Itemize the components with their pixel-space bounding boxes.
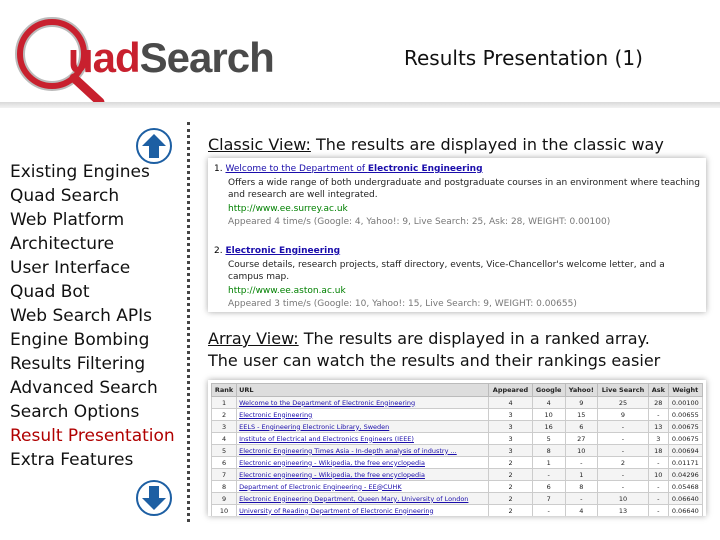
table-row: [212, 397, 703, 409]
table-cell: 2: [489, 457, 532, 469]
sidebar-item-result-presentation[interactable]: Result Presentation: [10, 426, 175, 446]
table-cell: 0.06640: [668, 493, 702, 505]
slide-header: [0, 0, 720, 108]
table-cell-url-link[interactable]: EELS - Engineering Electronic Library, Sweden: [237, 421, 489, 433]
col-yahoo[interactable]: Yahoo!: [565, 384, 597, 397]
table-cell: 0.00100: [668, 397, 702, 409]
table-cell: -: [649, 409, 669, 421]
previous-slide-button[interactable]: [136, 128, 172, 164]
result-meta: Appeared 3 time/s (Google: 10, Yahoo!: 15, Live Search: 9, WEIGHT: 0.00655): [228, 299, 577, 309]
table-cell: 3: [489, 421, 532, 433]
table-cell: 2: [489, 505, 532, 517]
header-band: [0, 102, 720, 108]
table-cell: 6: [532, 481, 565, 493]
table-cell: 1: [532, 457, 565, 469]
table-cell-url-link[interactable]: Electronic Engineering Times Asia - In-depth analysis of industry ...: [237, 445, 489, 457]
table-header-row: [212, 384, 703, 397]
table-cell: 28: [649, 397, 669, 409]
table-cell: 3: [489, 409, 532, 421]
table-cell: 3: [212, 421, 237, 433]
table-cell: 0.01171: [668, 457, 702, 469]
table-row: [212, 421, 703, 433]
table-cell: 4: [532, 397, 565, 409]
col-live-search[interactable]: Live Search: [597, 384, 648, 397]
table-cell: 10: [532, 409, 565, 421]
table-cell: 7: [212, 469, 237, 481]
table-cell: 9: [212, 493, 237, 505]
table-row: [212, 457, 703, 469]
quadsearch-logo: [10, 14, 274, 106]
result-description: Offers a wide range of both undergraduate and postgraduate courses in an environment where teaching and research are well integrated.: [228, 178, 700, 200]
table-cell: 10: [597, 493, 648, 505]
col-google[interactable]: Google: [532, 384, 565, 397]
result-url[interactable]: http://www.ee.aston.ac.uk: [228, 286, 346, 296]
col-url[interactable]: URL: [237, 384, 489, 397]
table-cell: -: [649, 457, 669, 469]
table-cell: 0.00675: [668, 421, 702, 433]
table-cell: -: [649, 493, 669, 505]
table-cell: 10: [565, 445, 597, 457]
page-title: Results Presentation (1): [404, 46, 643, 70]
result-item-1: 1. Welcome to the Department of Electronic Engineering Offers a wide range of both undergraduate and postgraduate courses in an environment where teaching and research are well integrated. http://www.ee.surrey.ac.uk Appeared 4 time/s (Google: 4, Yahoo!: 9, Live Search: 25, Ask: 28, WEIGHT: 0.00100): [214, 164, 700, 227]
table-cell-url-link[interactable]: Electronic Engineering Department, Queen Mary, University of London: [237, 493, 489, 505]
table-cell: 8: [532, 445, 565, 457]
col-ask[interactable]: Ask: [649, 384, 669, 397]
table-cell-url-link[interactable]: Department of Electronic Engineering - EE@CUHK: [237, 481, 489, 493]
table-cell: 2: [489, 469, 532, 481]
table-cell: 8: [212, 481, 237, 493]
table-cell: 0.05468: [668, 481, 702, 493]
table-cell: 7: [532, 493, 565, 505]
table-cell: 2: [489, 481, 532, 493]
table-cell: -: [597, 421, 648, 433]
table-cell: 4: [489, 397, 532, 409]
table-cell: -: [649, 481, 669, 493]
sidebar-item-quad-search[interactable]: Quad Search: [10, 186, 120, 206]
table-cell: 13: [649, 421, 669, 433]
col-appeared[interactable]: Appeared: [489, 384, 532, 397]
table-cell: -: [649, 505, 669, 517]
sidebar-item-engine-bombing[interactable]: Engine Bombing: [10, 330, 150, 350]
table-cell: 6: [565, 421, 597, 433]
table-cell: 18: [649, 445, 669, 457]
table-row: [212, 505, 703, 517]
table-cell: 6: [212, 457, 237, 469]
result-description: Course details, research projects, staff directory, events, Vice-Chancellor's welcome letter, and a campus map.: [228, 260, 665, 282]
table-cell-url-link[interactable]: University of Reading Department of Electronic Engineering: [237, 505, 489, 517]
table-row: [212, 493, 703, 505]
result-item-2: 2. Electronic Engineering Course details, research projects, staff directory, events, Vice-Chancellor's welcome letter, and a campus map. http://www.ee.aston.ac.uk Appeared 3 time/s (Google: 10, Yahoo!: 15, Live Search: 9, WEIGHT: 0.00655): [214, 246, 700, 309]
table-cell: 1: [565, 469, 597, 481]
sidebar-item-results-filtering[interactable]: Results Filtering: [10, 354, 146, 374]
table-cell: 0.00655: [668, 409, 702, 421]
table-cell: 4: [212, 433, 237, 445]
table-cell: 0.04296: [668, 469, 702, 481]
table-row: [212, 445, 703, 457]
table-cell: -: [565, 493, 597, 505]
table-cell: 0.00675: [668, 433, 702, 445]
table-cell: 0.06640: [668, 505, 702, 517]
ranked-results-table: [211, 383, 703, 516]
table-row: [212, 481, 703, 493]
sidebar-item-advanced-search[interactable]: Advanced Search: [10, 378, 158, 398]
table-row: [212, 409, 703, 421]
result-title-link[interactable]: Electronic Engineering: [225, 246, 341, 256]
table-cell: 25: [597, 397, 648, 409]
result-title-link[interactable]: Welcome to the Department of Electronic Engineering: [225, 164, 483, 174]
next-slide-button[interactable]: [136, 480, 172, 516]
table-cell: 2: [489, 493, 532, 505]
table-cell: 4: [565, 505, 597, 517]
table-cell: 3: [489, 445, 532, 457]
sidebar-item-architecture[interactable]: Architecture: [10, 234, 115, 254]
logo-wordmark: uadSearch: [68, 34, 274, 81]
array-view-heading: Array View: The results are displayed in a ranked array. The user can watch the results and their rankings easier: [208, 329, 661, 370]
table-cell: 0.00694: [668, 445, 702, 457]
table-cell: 3: [489, 433, 532, 445]
table-cell: 9: [597, 409, 648, 421]
table-cell: -: [532, 505, 565, 517]
table-cell: -: [597, 469, 648, 481]
result-meta: Appeared 4 time/s (Google: 4, Yahoo!: 9, Live Search: 25, Ask: 28, WEIGHT: 0.00100): [228, 217, 611, 227]
table-cell: 16: [532, 421, 565, 433]
table-cell: 10: [649, 469, 669, 481]
classic-view-screenshot: [208, 158, 706, 312]
sidebar-item-web-search-apis[interactable]: Web Search APIs: [10, 306, 153, 326]
table-cell: 1: [212, 397, 237, 409]
table-row: [212, 433, 703, 445]
up-arrow-icon: [136, 128, 172, 164]
sidebar-item-search-options[interactable]: Search Options: [10, 402, 140, 422]
table-cell: -: [597, 445, 648, 457]
table-cell: 3: [649, 433, 669, 445]
table-row: [212, 469, 703, 481]
table-cell-url-link[interactable]: Welcome to the Department of Electronic Engineering: [237, 397, 489, 409]
table-cell-url-link[interactable]: Electronic engineering - Wikipedia, the free encyclopedia: [237, 457, 489, 469]
sidebar-item-user-interface[interactable]: User Interface: [10, 258, 131, 278]
sidebar-item-extra-features[interactable]: Extra Features: [10, 450, 134, 470]
sidebar-nav: [10, 160, 186, 472]
table-cell: -: [597, 433, 648, 445]
table-cell: 5: [212, 445, 237, 457]
table-cell-url-link[interactable]: Institute of Electrical and Electronics Engineers (IEEE): [237, 433, 489, 445]
table-cell: 13: [597, 505, 648, 517]
array-view-screenshot: [208, 380, 706, 516]
col-rank[interactable]: Rank: [212, 384, 237, 397]
col-weight[interactable]: Weight: [668, 384, 702, 397]
table-cell: 5: [532, 433, 565, 445]
table-cell: 27: [565, 433, 597, 445]
table-cell: -: [565, 457, 597, 469]
table-cell: 2: [212, 409, 237, 421]
table-cell: -: [597, 481, 648, 493]
table-cell: 10: [212, 505, 237, 517]
table-cell-url-link[interactable]: Electronic engineering - Wikipedia, the free encyclopedia: [237, 469, 489, 481]
sidebar-item-web-platform[interactable]: Web Platform: [10, 210, 125, 230]
sidebar-item-quad-bot[interactable]: Quad Bot: [10, 282, 90, 302]
table-cell: 15: [565, 409, 597, 421]
table-cell: 9: [565, 397, 597, 409]
table-cell: 8: [565, 481, 597, 493]
classic-view-heading: Classic View: The results are displayed in the classic way: [208, 135, 664, 154]
result-url[interactable]: http://www.ee.surrey.ac.uk: [228, 204, 348, 214]
sidebar-item-existing-engines[interactable]: Existing Engines: [10, 162, 150, 182]
table-cell-url-link[interactable]: Electronic Engineering: [237, 409, 489, 421]
vertical-divider: [187, 122, 190, 522]
down-arrow-icon: [136, 480, 172, 516]
table-cell: -: [532, 469, 565, 481]
table-cell: 2: [597, 457, 648, 469]
